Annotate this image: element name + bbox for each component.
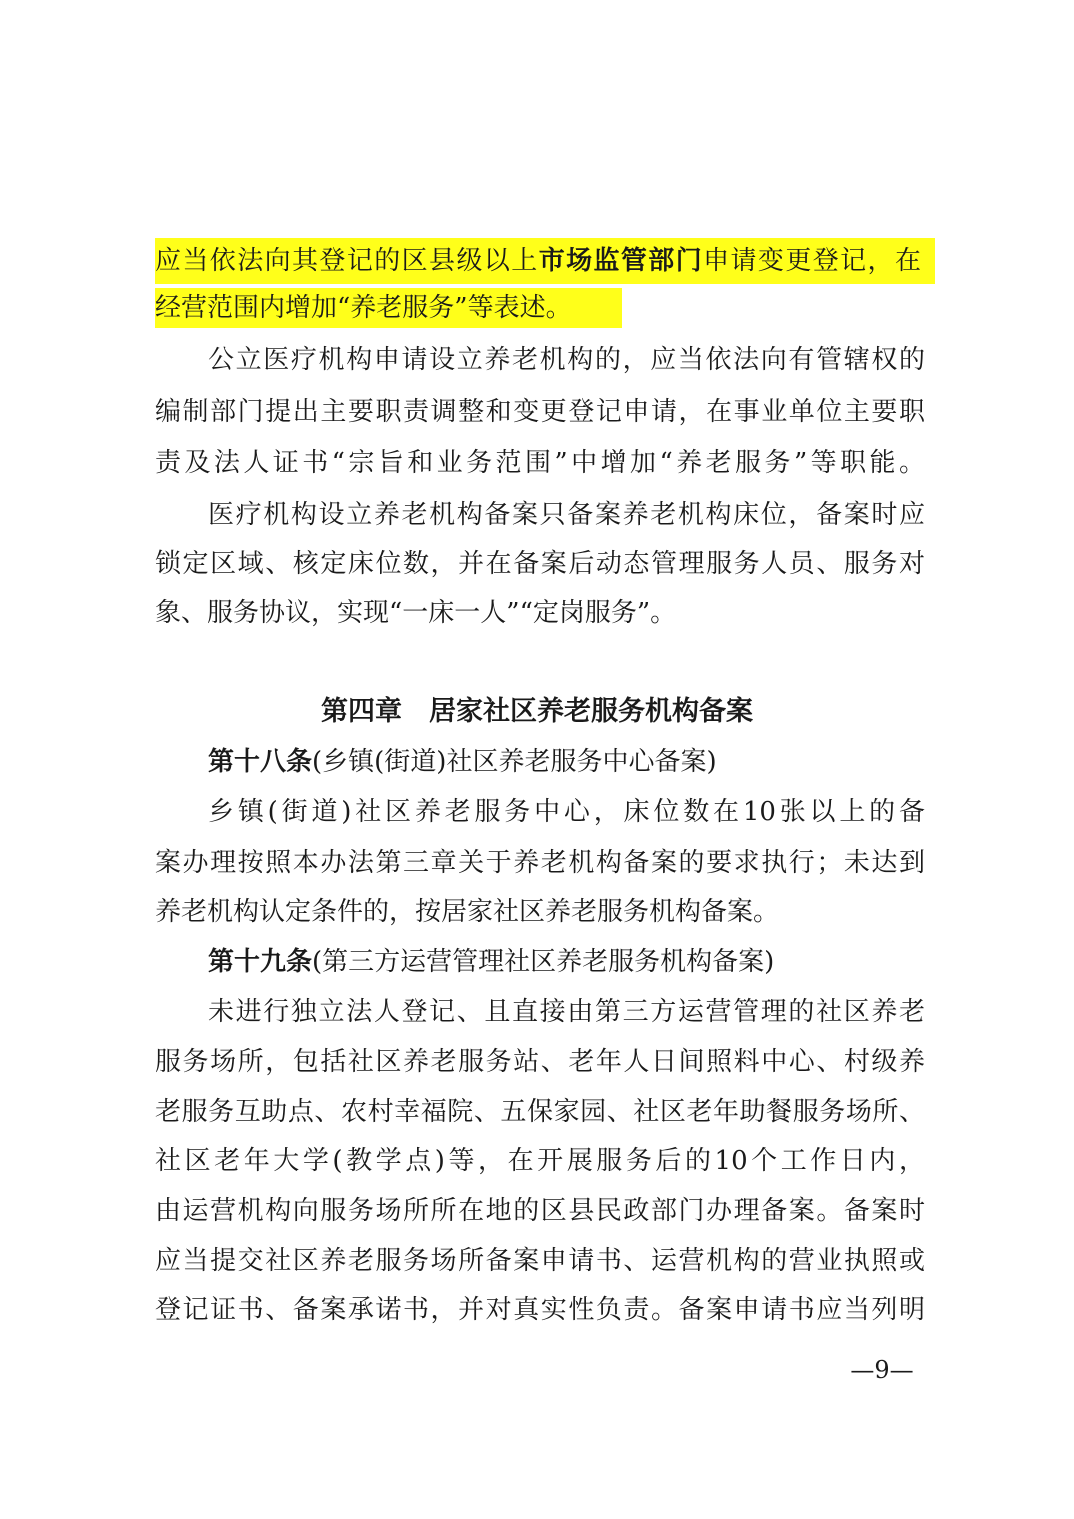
article19-line-6: 应当提交社区养老服务场所备案申请书、运营机构的营业执照或 xyxy=(155,1246,925,1276)
para1-line-2: 编制部门提出主要职责调整和变更登记申请，在事业单位主要职 xyxy=(155,397,925,427)
highlight-line-1-post: 申请变更登记，在 xyxy=(703,246,921,276)
para1-line-1: 公立医疗机构申请设立养老机构的，应当依法向有管辖权的 xyxy=(208,345,925,375)
article19-line-5: 由运营机构向服务场所所在地的区县民政部门办理备案。备案时 xyxy=(155,1196,925,1226)
article19-line-2: 服务场所，包括社区养老服务站、老年人日间照料中心、村级养 xyxy=(155,1047,925,1077)
article18-heading xyxy=(208,740,925,784)
para2-line-2: 锁定区域、核定床位数，并在备案后动态管理服务人员、服务对 xyxy=(155,549,925,579)
para2-line-3: 象、服务协议，实现“一床一人”“定岗服务”。 xyxy=(155,598,677,628)
chapter-heading: 第四章 居家社区养老服务机构备案 xyxy=(321,696,753,727)
article18-line-1: 乡镇(街道)社区养老服务中心，床位数在10张以上的备 xyxy=(208,797,925,827)
article18-line-3: 养老机构认定条件的，按居家社区养老服务机构备案。 xyxy=(155,897,780,927)
article19-title: 第十九条 xyxy=(208,947,313,977)
article19-line-3: 老服务互助点、农村幸福院、五保家园、社区老年助餐服务场所、 xyxy=(155,1097,925,1127)
para1-line-3: 责及法人证书“宗旨和业务范围”中增加“养老服务”等职能。 xyxy=(155,448,925,478)
article19-heading xyxy=(208,940,925,984)
article19-subtitle: (第三方运营管理社区养老服务机构备案) xyxy=(312,947,775,977)
highlight-line-1-pre: 应当依法向其登记的区县级以上 xyxy=(155,246,539,276)
article18-title: 第十八条 xyxy=(208,747,313,777)
page-number: —9— xyxy=(850,1356,914,1384)
article18-subtitle: (乡镇(街道)社区养老服务中心备案) xyxy=(312,747,717,777)
highlight-line-2: 经营范围内增加“养老服务”等表述。 xyxy=(155,293,572,323)
article19-line-4: 社区老年大学(教学点)等，在开展服务后的10个工作日内， xyxy=(155,1146,925,1176)
highlight-line-1 xyxy=(155,239,921,283)
market-regulation-dept: 市场监管部门 xyxy=(538,246,704,276)
para2-line-1: 医疗机构设立养老机构备案只备案养老机构床位，备案时应 xyxy=(208,500,925,530)
article19-line-1: 未进行独立法人登记、且直接由第三方运营管理的社区养老 xyxy=(208,997,925,1027)
article18-line-2: 案办理按照本办法第三章关于养老机构备案的要求执行；未达到 xyxy=(155,848,925,878)
article19-line-7: 登记证书、备案承诺书，并对真实性负责。备案申请书应当列明 xyxy=(155,1295,925,1325)
